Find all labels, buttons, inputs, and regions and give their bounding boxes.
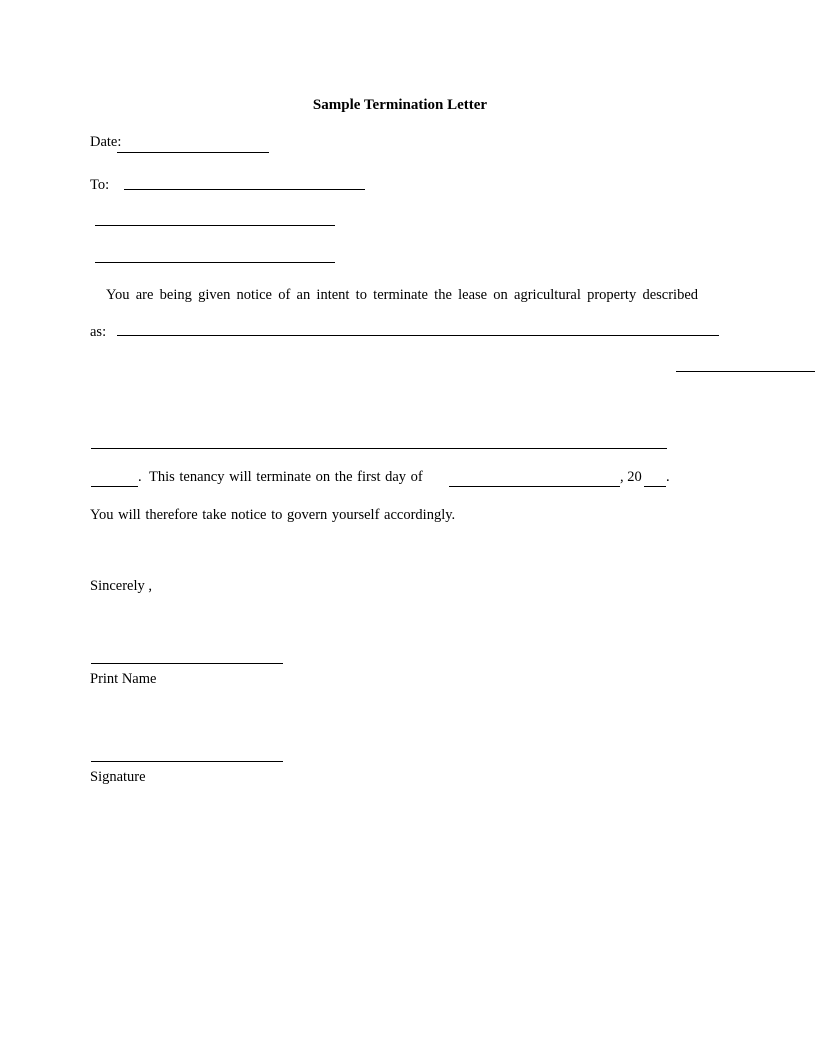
year-prefix: , 20 xyxy=(620,469,642,485)
year-suffix: . xyxy=(666,469,670,485)
date-blank-line[interactable] xyxy=(117,152,269,153)
to-label: To: xyxy=(90,177,110,193)
tenancy-text: This tenancy will terminate on the first day of xyxy=(149,469,423,485)
notice-text: You are being given notice of an intent to terminate the lease on agricultural property described xyxy=(106,287,698,303)
year-blank-line[interactable] xyxy=(644,486,666,487)
property-description-line-3[interactable] xyxy=(91,448,667,449)
print-name-line[interactable] xyxy=(91,663,283,664)
recipient-address-line-2[interactable] xyxy=(95,262,335,263)
tenancy-lead-blank-line[interactable] xyxy=(91,486,138,487)
recipient-name-line[interactable] xyxy=(124,189,365,190)
signature-label: Signature xyxy=(90,769,146,785)
property-description-line-2[interactable] xyxy=(676,371,815,372)
as-label: as: xyxy=(90,324,107,340)
property-description-line-1[interactable] xyxy=(117,335,719,336)
tenancy-prefix: . xyxy=(138,469,142,485)
termination-date-line[interactable] xyxy=(449,486,620,487)
page-title: Sample Termination Letter xyxy=(312,97,488,113)
govern-text: You will therefore take notice to govern yourself accordingly. xyxy=(90,507,456,523)
recipient-address-line-1[interactable] xyxy=(95,225,335,226)
print-name-label: Print Name xyxy=(90,671,157,687)
closing-text: Sincerely , xyxy=(90,578,153,594)
signature-line[interactable] xyxy=(91,761,283,762)
date-label: Date: xyxy=(90,134,122,150)
